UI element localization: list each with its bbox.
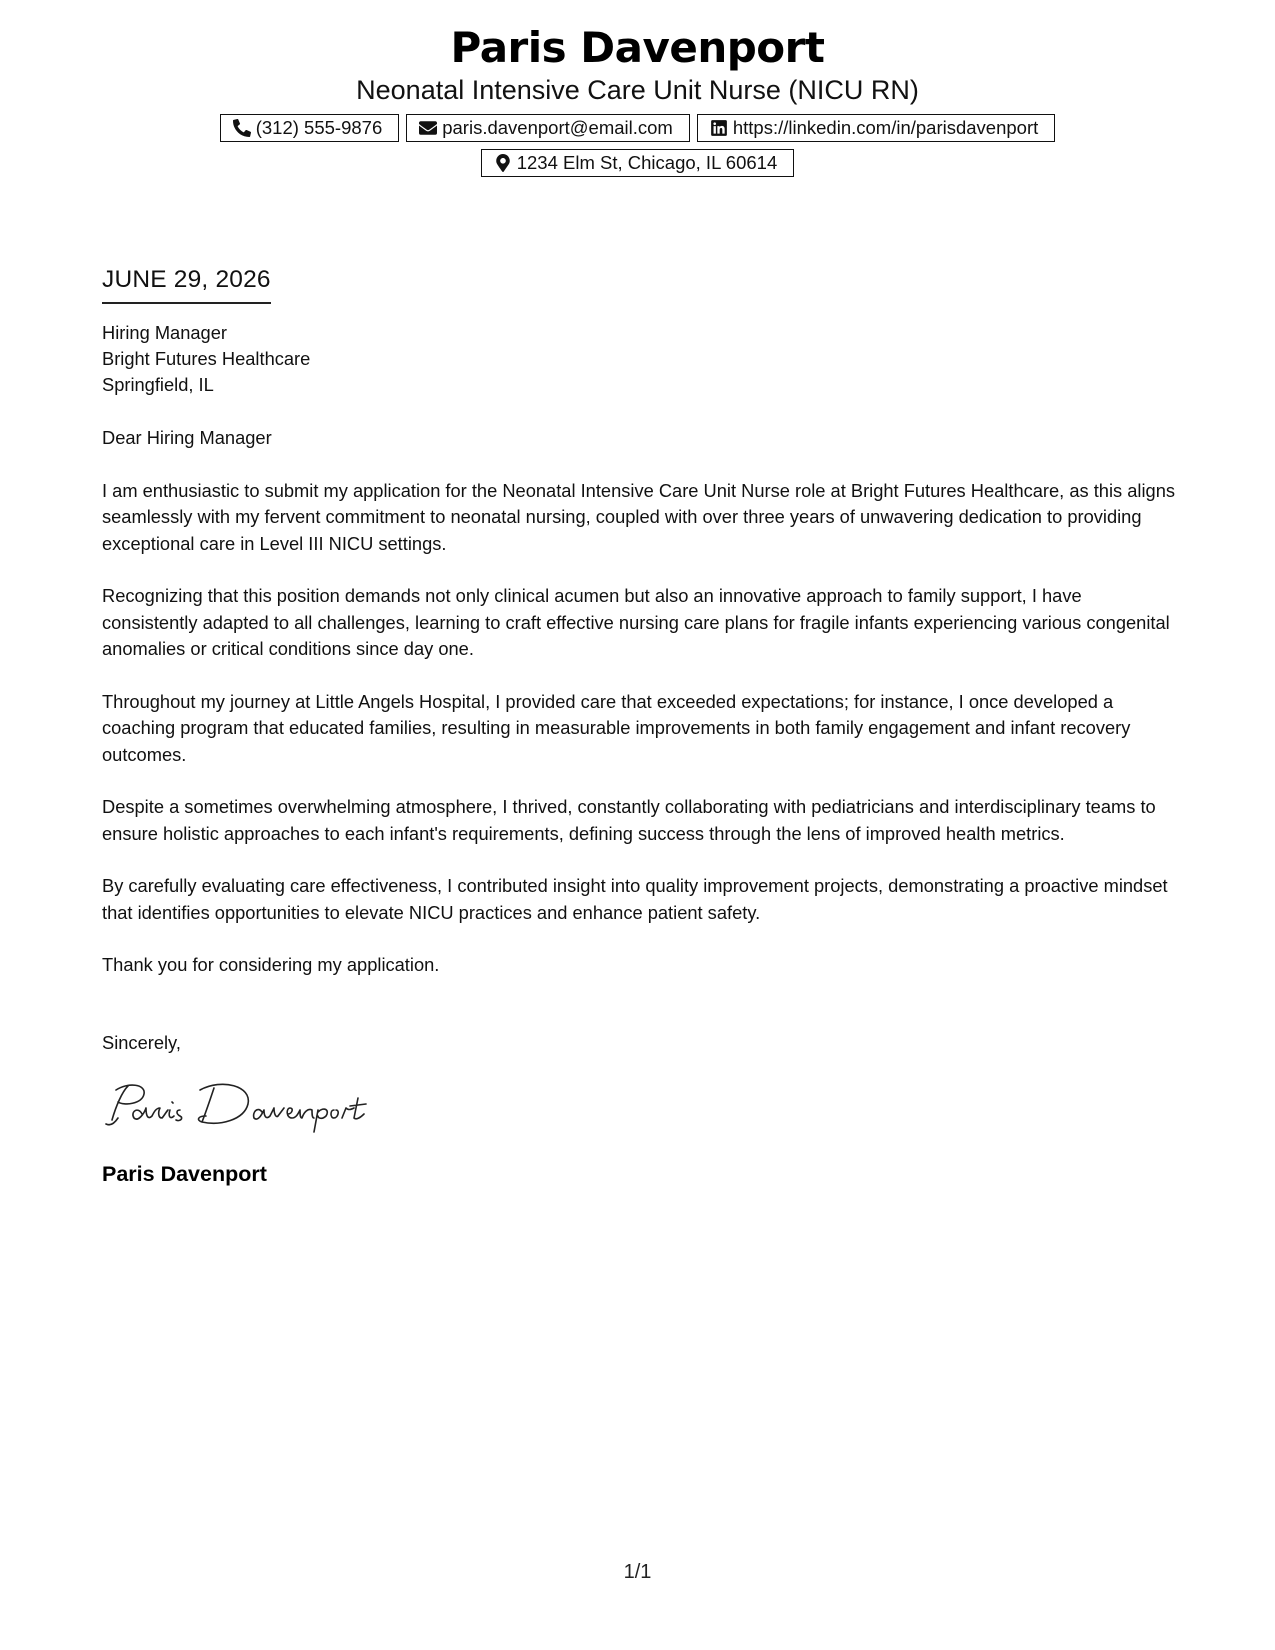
signer-name: Paris Davenport	[102, 1161, 267, 1186]
map-marker-icon	[494, 154, 512, 172]
applicant-name: Paris Davenport	[450, 23, 825, 72]
recipient-location: Springfield, IL	[102, 374, 214, 395]
paragraph-text: Throughout my journey at Little Angels Hospital, I provided care that exceeded expectations; for instance, I once developed a coaching program that educated families, resulting in measurable improvements in both family engagement and infant recovery outcomes.	[102, 690, 1131, 765]
body-paragraph	[102, 689, 1182, 769]
paragraph-text: I am enthusiastic to submit my application for the Neonatal Intensive Care Unit Nurse role at Bright Futures Healthcare, as this aligns seamlessly with my fervent commitment to neonatal nursing, coupled with over three years of unwavering dedication to providing exceptional care in Level III NICU settings.	[102, 479, 1176, 554]
contact-address[interactable]	[481, 149, 795, 177]
paragraph-text: Despite a sometimes overwhelming atmosphere, I thrived, constantly collaborating with pediatricians and interdisciplinary teams to ensure holistic approaches to each infant's requirements, defining success through the lens of improved health metrics.	[102, 796, 1156, 844]
closing: Sincerely,	[102, 1031, 181, 1053]
recipient-company: Bright Futures Healthcare	[102, 348, 311, 369]
letter-body	[102, 264, 1182, 1188]
letter-header	[0, 22, 1275, 177]
contact-phone[interactable]	[220, 114, 400, 142]
linkedin-icon	[710, 119, 728, 137]
phone-text: (312) 555-9876	[255, 117, 383, 138]
page-number: 1/1	[623, 1561, 652, 1583]
body-paragraph	[102, 794, 1182, 847]
salutation: Dear Hiring Manager	[102, 427, 272, 448]
body-paragraph	[102, 478, 1182, 558]
contact-linkedin[interactable]	[697, 114, 1055, 142]
contact-row	[0, 114, 1275, 142]
body-paragraph	[102, 952, 1182, 979]
contact-row-address	[0, 149, 1275, 177]
contact-email[interactable]	[406, 114, 690, 142]
phone-icon	[233, 119, 251, 137]
paragraph-text: Recognizing that this position demands not only clinical acumen but also an innovative approach to family support, I have consistently adapted to all challenges, learning to craft effective nursing care plans for fragile infants experiencing various congenital anomalies or critical conditions since day one.	[102, 585, 1170, 659]
letter-date: JUNE 29, 2026	[102, 264, 271, 304]
body-paragraph	[102, 873, 1182, 926]
linkedin-text: https://linkedin.com/in/parisdavenport	[732, 117, 1039, 138]
job-title: Neonatal Intensive Care Unit Nurse (NICU RN)	[356, 75, 919, 105]
address-text: 1234 Elm St, Chicago, IL 60614	[516, 152, 778, 173]
envelope-icon	[419, 119, 437, 137]
recipient-title: Hiring Manager	[102, 322, 227, 343]
recipient-block	[102, 320, 1182, 398]
email-text: paris.davenport@email.com	[442, 117, 673, 138]
paragraph-text: By carefully evaluating care effectiveness, I contributed insight into quality improvement projects, demonstrating a proactive mindset that identifies opportunities to elevate NICU practices and enhance patient safety.	[102, 875, 1168, 923]
paragraph-text: Thank you for considering my application.	[102, 954, 440, 975]
body-paragraph	[102, 583, 1182, 663]
handwritten-signature	[102, 1076, 372, 1134]
